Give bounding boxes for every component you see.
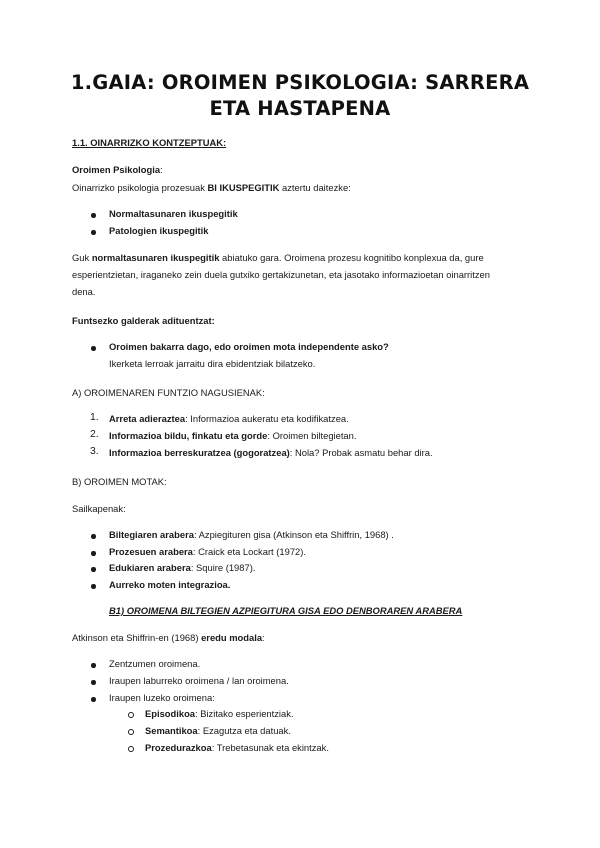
type-bullet-2-bold: Prozesuen arabera bbox=[109, 546, 193, 557]
model-sub-1-bold: Episodikoa bbox=[145, 708, 196, 719]
psych-heading-colon: : bbox=[160, 164, 163, 175]
function-item-1-rest: : Informazioa aukeratu eta kodifikatzea. bbox=[185, 413, 349, 424]
model-sub-2 bbox=[145, 725, 291, 736]
list-number: 2. bbox=[90, 429, 99, 440]
title-line-2: ETA HASTAPENA bbox=[209, 97, 391, 120]
bullet-icon bbox=[91, 346, 96, 351]
sailkapenak-label: Sailkapenak: bbox=[72, 503, 126, 514]
model-bullet-1: Zentzumen oroimena. bbox=[109, 658, 201, 669]
function-item-1 bbox=[109, 413, 349, 424]
bullet-icon bbox=[91, 230, 96, 235]
list-number: 1. bbox=[90, 412, 99, 423]
bullet-icon bbox=[91, 584, 96, 589]
psych-intro-bold: BI IKUSPEGITIK bbox=[207, 182, 280, 193]
section-a-heading: A) OROIMENAREN FUNTZIO NAGUSIENAK: bbox=[72, 387, 265, 398]
type-bullet-1-rest: : Azpiegituren gisa (Atkinson eta Shiffrin, 1968) . bbox=[193, 529, 394, 540]
type-bullet-4-bold: Aurreko moten integrazioa. bbox=[109, 579, 231, 590]
psych-bullet-2: Patologien ikuspegitik bbox=[109, 225, 209, 236]
hollow-bullet-icon bbox=[128, 729, 134, 735]
function-item-2-bold: Informazioa bildu, finkatu eta gorde bbox=[109, 430, 268, 441]
type-bullet-3-bold: Edukiaren arabera bbox=[109, 562, 191, 573]
type-bullet-2 bbox=[109, 546, 306, 557]
paragraph-pre: Guk bbox=[72, 252, 92, 263]
bullet-icon bbox=[91, 567, 96, 572]
model-intro bbox=[72, 632, 265, 643]
type-bullet-3 bbox=[109, 562, 255, 573]
type-bullet-1 bbox=[109, 529, 394, 540]
psych-heading: Oroimen Psikologia bbox=[72, 164, 161, 175]
psych-intro bbox=[72, 182, 351, 193]
psych-heading-line bbox=[72, 164, 163, 175]
paragraph-bold: normaltasunaren ikuspegitik bbox=[91, 252, 220, 263]
model-sub-1-rest: : Bizitako esperientziak. bbox=[195, 708, 294, 719]
type-bullet-3-rest: : Squire (1987). bbox=[190, 562, 256, 573]
section-1-1-heading: 1.1. OINARRIZKO KONTZEPTUAK: bbox=[72, 137, 227, 148]
paragraph-rest: abiatuko gara. Oroimena prozesu kognitibo konplexua da, gure bbox=[219, 252, 484, 263]
bullet-icon bbox=[91, 680, 96, 685]
section-b-heading: B) OROIMEN MOTAK: bbox=[72, 476, 167, 487]
model-bullet-3: Iraupen luzeko oroimena: bbox=[109, 692, 215, 703]
hollow-bullet-icon bbox=[128, 712, 134, 718]
bullet-icon bbox=[91, 697, 96, 702]
bullet-icon bbox=[91, 534, 96, 539]
function-item-1-bold: Arreta adieraztea bbox=[109, 413, 186, 424]
title-line-1: 1.GAIA: OROIMEN PSIKOLOGIA: SARRERA bbox=[70, 71, 530, 94]
model-sub-2-bold: Semantikoa bbox=[145, 725, 198, 736]
bullet-icon bbox=[91, 663, 96, 668]
model-bullet-2: Iraupen laburreko oroimena / lan oroimena. bbox=[109, 675, 289, 686]
b1-heading: B1) OROIMENA BILTEGIEN AZPIEGITURA GISA EDO DENBORAREN ARABERA bbox=[109, 605, 463, 616]
type-bullet-2-rest: : Craick eta Lockart (1972). bbox=[192, 546, 306, 557]
function-item-3-bold: Informazioa berreskuratzea (gogoratzea) bbox=[109, 447, 290, 458]
bullet-icon bbox=[91, 551, 96, 556]
type-bullet-1-bold: Biltegiaren arabera bbox=[109, 529, 194, 540]
questions-heading: Funtsezko galderak adituentzat: bbox=[72, 315, 215, 326]
model-sub-1 bbox=[145, 708, 294, 719]
list-number: 3. bbox=[90, 446, 99, 457]
psych-bullet-1: Normaltasunaren ikuspegitik bbox=[109, 208, 238, 219]
function-item-3 bbox=[109, 447, 433, 458]
paragraph-line-1 bbox=[72, 252, 484, 263]
function-item-2-rest: : Oroimen biltegietan. bbox=[267, 430, 357, 441]
model-intro-pre: Atkinson eta Shiffrin-en (1968) bbox=[72, 632, 202, 643]
model-sub-3-rest: : Trebetasunak eta ekintzak. bbox=[211, 742, 329, 753]
function-item-2 bbox=[109, 430, 356, 441]
model-sub-3-bold: Prozedurazkoa bbox=[145, 742, 212, 753]
model-sub-3 bbox=[145, 742, 329, 753]
model-intro-bold: eredu modala bbox=[201, 632, 263, 643]
paragraph-line-3: dena. bbox=[72, 286, 96, 297]
psych-intro-pre: Oinarrizko psikologia prozesuak bbox=[72, 182, 208, 193]
psych-intro-post: aztertu daitezke: bbox=[279, 182, 351, 193]
type-bullet-4 bbox=[109, 579, 230, 590]
question-1: Oroimen bakarra dago, edo oroimen mota independente asko? bbox=[109, 341, 389, 352]
question-1-note: Ikerketa lerroak jarraitu dira ebidentziak bilatzeko. bbox=[109, 358, 316, 369]
hollow-bullet-icon bbox=[128, 746, 134, 752]
model-intro-post: : bbox=[262, 632, 265, 643]
model-sub-2-rest: : Ezagutza eta datuak. bbox=[197, 725, 291, 736]
bullet-icon bbox=[91, 213, 96, 218]
function-item-3-rest: : Nola? Probak asmatu behar dira. bbox=[289, 447, 433, 458]
paragraph-line-2: esperientzietan, iraganeko zein duela gutxiko gertakizunetan, eta jasotako informazioetan oinarritzen bbox=[72, 269, 490, 280]
